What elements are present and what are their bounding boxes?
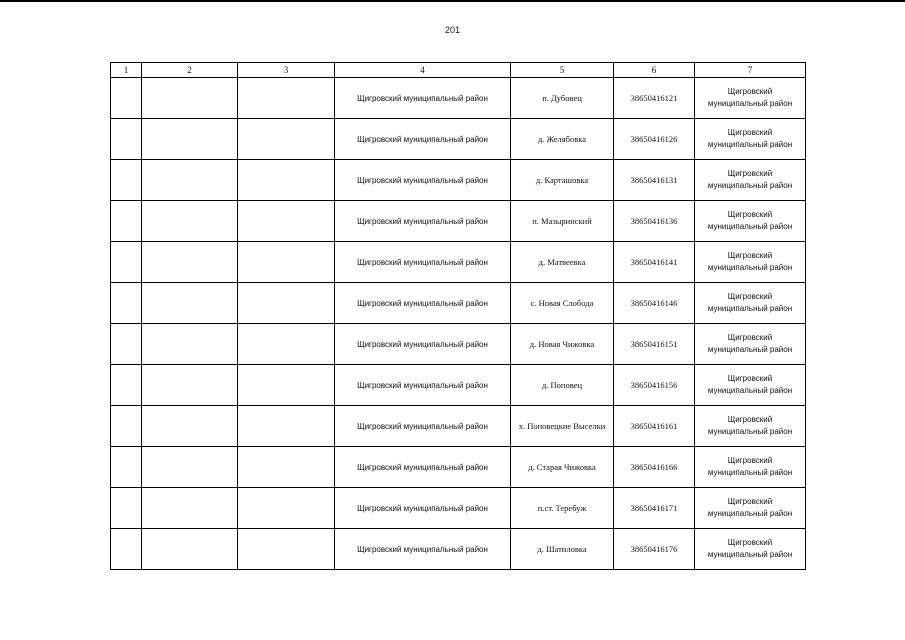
- district-line-2: муниципальный район: [707, 140, 793, 149]
- cell-municipality: Щигровский муниципальный район: [335, 201, 511, 242]
- cell-oktmo-code: 38650416151: [614, 324, 695, 365]
- cell-municipality: Щигровский муниципальный район: [335, 283, 511, 324]
- cell-municipality: Щигровский муниципальный район: [335, 242, 511, 283]
- header-cell: 7: [695, 63, 806, 78]
- cell-col-3: [238, 160, 335, 201]
- cell-oktmo-code: 38650416176: [614, 529, 695, 570]
- district-line-2: муниципальный район: [707, 222, 793, 231]
- cell-municipality: Щигровский муниципальный район: [335, 160, 511, 201]
- district-line-1: Щигровский: [727, 292, 773, 301]
- cell-col-2: [142, 324, 238, 365]
- district-line-1: Щигровский: [727, 497, 773, 506]
- cell-municipality: Щигровский муниципальный район: [335, 78, 511, 119]
- cell-col-3: [238, 242, 335, 283]
- table-row: [111, 78, 806, 119]
- table-header-row: [111, 63, 806, 78]
- cell-col-2: [142, 160, 238, 201]
- cell-oktmo-code: 38650416126: [614, 119, 695, 160]
- cell-col-2: [142, 242, 238, 283]
- table-row: [111, 119, 806, 160]
- cell-settlement: п. Дубовец: [511, 78, 614, 119]
- cell-col-3: [238, 78, 335, 119]
- district-line-2: муниципальный район: [707, 345, 793, 354]
- cell-settlement: д. Матвеевка: [511, 242, 614, 283]
- cell-col-1: [111, 365, 142, 406]
- cell-col-3: [238, 488, 335, 529]
- table-row: [111, 447, 806, 488]
- cell-municipality: Щигровский муниципальный район: [335, 488, 511, 529]
- page-top-border: [0, 0, 905, 2]
- cell-col-3: [238, 283, 335, 324]
- cell-oktmo-code: 38650416131: [614, 160, 695, 201]
- cell-district: [695, 365, 806, 406]
- cell-col-1: [111, 78, 142, 119]
- cell-col-3: [238, 324, 335, 365]
- cell-col-1: [111, 324, 142, 365]
- cell-settlement: д. Старая Чижовка: [511, 447, 614, 488]
- cell-settlement: д. Поповец: [511, 365, 614, 406]
- cell-col-3: [238, 119, 335, 160]
- cell-oktmo-code: 38650416141: [614, 242, 695, 283]
- cell-col-3: [238, 365, 335, 406]
- cell-col-3: [238, 529, 335, 570]
- district-line-2: муниципальный район: [707, 181, 793, 190]
- cell-settlement: с. Новая Слобода: [511, 283, 614, 324]
- cell-col-2: [142, 119, 238, 160]
- cell-col-1: [111, 529, 142, 570]
- cell-district: [695, 406, 806, 447]
- cell-settlement: д. Карташовка: [511, 160, 614, 201]
- cell-district: [695, 529, 806, 570]
- district-line-2: муниципальный район: [707, 386, 793, 395]
- cell-col-1: [111, 201, 142, 242]
- cell-municipality: Щигровский муниципальный район: [335, 447, 511, 488]
- cell-col-3: [238, 201, 335, 242]
- cell-col-1: [111, 242, 142, 283]
- cell-settlement: д. Новая Чижовка: [511, 324, 614, 365]
- cell-col-2: [142, 406, 238, 447]
- district-line-2: муниципальный район: [707, 550, 793, 559]
- cell-district: [695, 78, 806, 119]
- cell-oktmo-code: 38650416171: [614, 488, 695, 529]
- cell-municipality: Щигровский муниципальный район: [335, 324, 511, 365]
- district-line-2: муниципальный район: [707, 468, 793, 477]
- district-line-1: Щигровский: [727, 251, 773, 260]
- district-line-2: муниципальный район: [707, 509, 793, 518]
- cell-col-2: [142, 78, 238, 119]
- cell-settlement: д. Шатиловка: [511, 529, 614, 570]
- cell-col-1: [111, 283, 142, 324]
- cell-col-1: [111, 160, 142, 201]
- district-line-1: Щигровский: [727, 333, 773, 342]
- district-line-1: Щигровский: [727, 538, 773, 547]
- table-row: [111, 324, 806, 365]
- cell-oktmo-code: 38650416156: [614, 365, 695, 406]
- cell-district: [695, 488, 806, 529]
- cell-col-1: [111, 447, 142, 488]
- cell-col-1: [111, 406, 142, 447]
- cell-settlement: х. Поповецкие Выселки: [511, 406, 614, 447]
- document-table: [110, 62, 806, 570]
- cell-municipality: Щигровский муниципальный район: [335, 529, 511, 570]
- cell-col-2: [142, 365, 238, 406]
- cell-district: [695, 242, 806, 283]
- table-row: [111, 201, 806, 242]
- cell-district: [695, 324, 806, 365]
- cell-municipality: Щигровский муниципальный район: [335, 365, 511, 406]
- district-line-1: Щигровский: [727, 87, 773, 96]
- district-line-1: Щигровский: [727, 128, 773, 137]
- cell-col-2: [142, 283, 238, 324]
- header-cell: 3: [238, 63, 335, 78]
- table-row: [111, 242, 806, 283]
- cell-district: [695, 160, 806, 201]
- cell-district: [695, 201, 806, 242]
- header-cell: 1: [111, 63, 142, 78]
- district-line-2: муниципальный район: [707, 99, 793, 108]
- table-body: [111, 63, 806, 570]
- cell-municipality: Щигровский муниципальный район: [335, 119, 511, 160]
- cell-oktmo-code: 38650416166: [614, 447, 695, 488]
- table-row: [111, 365, 806, 406]
- cell-oktmo-code: 38650416146: [614, 283, 695, 324]
- header-cell: 5: [511, 63, 614, 78]
- cell-oktmo-code: 38650416161: [614, 406, 695, 447]
- cell-settlement: д. Желябовка: [511, 119, 614, 160]
- district-line-1: Щигровский: [727, 374, 773, 383]
- cell-col-1: [111, 119, 142, 160]
- cell-col-1: [111, 488, 142, 529]
- table-row: [111, 488, 806, 529]
- district-line-1: Щигровский: [727, 169, 773, 178]
- cell-col-3: [238, 406, 335, 447]
- cell-col-2: [142, 447, 238, 488]
- table-row: [111, 283, 806, 324]
- cell-settlement: п.ст. Теребуж: [511, 488, 614, 529]
- table-row: [111, 406, 806, 447]
- cell-municipality: Щигровский муниципальный район: [335, 406, 511, 447]
- cell-district: [695, 119, 806, 160]
- district-line-1: Щигровский: [727, 415, 773, 424]
- cell-district: [695, 447, 806, 488]
- cell-col-2: [142, 488, 238, 529]
- header-cell: 4: [335, 63, 511, 78]
- header-cell: 6: [614, 63, 695, 78]
- page-number: 201: [444, 25, 461, 35]
- header-cell: 2: [142, 63, 238, 78]
- table-row: [111, 529, 806, 570]
- district-line-1: Щигровский: [727, 456, 773, 465]
- cell-settlement: п. Мазыринский: [511, 201, 614, 242]
- district-line-2: муниципальный район: [707, 304, 793, 313]
- cell-col-3: [238, 447, 335, 488]
- district-line-1: Щигровский: [727, 210, 773, 219]
- district-line-2: муниципальный район: [707, 263, 793, 272]
- cell-oktmo-code: 38650416136: [614, 201, 695, 242]
- cell-col-2: [142, 529, 238, 570]
- table-row: [111, 160, 806, 201]
- cell-col-2: [142, 201, 238, 242]
- cell-district: [695, 283, 806, 324]
- cell-oktmo-code: 38650416121: [614, 78, 695, 119]
- district-line-2: муниципальный район: [707, 427, 793, 436]
